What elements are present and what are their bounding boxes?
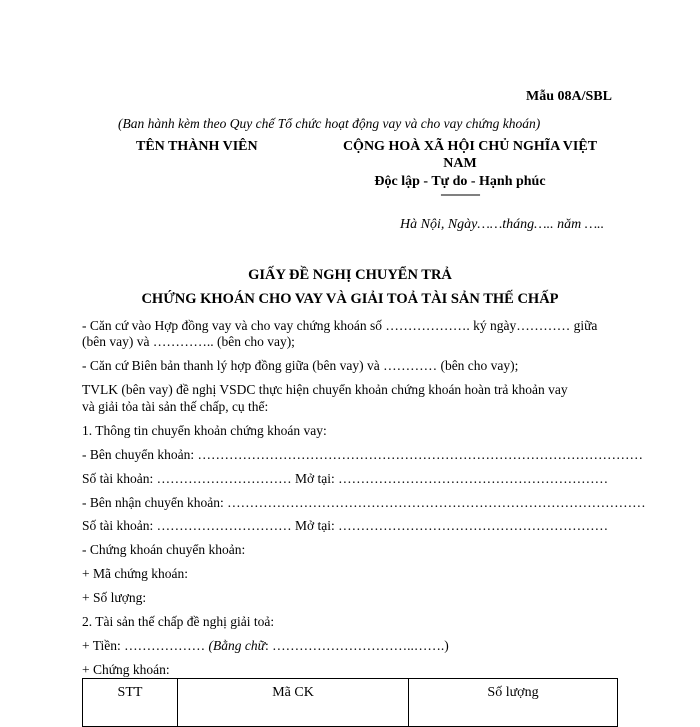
securities-code-line: + Mã chứng khoán: [82,566,189,581]
document-title-line2: CHỨNG KHOÁN CHO VAY VÀ GIẢI TOẢ TÀI SẢN THẾ CHẤP [141,291,559,307]
national-motto: Độc lập - Tự do - Hạnh phúc [374,174,546,189]
securities-quantity-line: + Số lượng: [82,590,147,605]
basis-contract-line2: (bên vay) và ………….. (bên cho vay); [82,334,295,349]
transferee-line: - Bên nhận chuyển khoản: ………………………………………………………………………………… [82,495,646,510]
cash-line [82,638,449,654]
cash-in-words-value: : …………………………..…….) [265,638,449,653]
collateral-securities-table [82,678,618,727]
cash-in-words-label: (Bằng chữ [208,638,265,653]
member-name-label: TÊN THÀNH VIÊN [136,139,258,154]
cash-amount: + Tiền: ……………… [82,638,209,653]
table-header-stt: STT [83,679,178,727]
table-header-row [83,679,618,727]
basis-contract-line1: - Căn cứ vào Hợp đồng vay và cho vay chứng khoán số ………………. ký ngày………… giữa [82,318,598,333]
table-header-quantity: Số lượng [409,679,618,727]
national-name-line2: NAM [443,156,477,171]
transferee-account-line: Số tài khoản: ………………………… Mở tại: …………………………………………………… [82,518,609,533]
basis-liquidation: - Căn cứ Biên bản thanh lý hợp đồng giữa (bên vay) và ………… (bên cho vay); [82,358,519,373]
document-title-line1: GIẤY ĐỀ NGHỊ CHUYỂN TRẢ [248,267,452,283]
issued-note: (Ban hành kèm theo Quy chế Tổ chức hoạt động vay và cho vay chứng khoán) [118,116,541,131]
request-line1: TVLK (bên vay) đề nghị VSDC thực hiện chuyển khoản chứng khoán hoàn trả khoản vay [82,382,568,397]
section-2-heading: 2. Tài sản thế chấp đề nghị giải toả: [82,614,275,629]
section-1-heading: 1. Thông tin chuyển khoản chứng khoán vay: [82,423,327,438]
form-code: Mẫu 08A/SBL [526,89,612,104]
motto-underline: ------------- [440,187,480,201]
table-header-code: Mã CK [178,679,409,727]
request-line2: và giải tỏa tài sản thế chấp, cụ thể: [82,399,269,414]
collateral-securities-line: + Chứng khoán: [82,662,170,677]
national-name-line1: CỘNG HOÀ XÃ HỘI CHỦ NGHĨA VIỆT [342,139,598,154]
transferor-account-line: Số tài khoản: ………………………… Mở tại: …………………………………………………… [82,471,609,486]
transferor-line: - Bên chuyển khoản: ……………………………………………………………………………………… [82,447,643,462]
date-line: Hà Nội, Ngày……tháng….. năm ….. [400,217,605,232]
securities-transfer-line: - Chứng khoán chuyển khoản: [82,542,246,557]
